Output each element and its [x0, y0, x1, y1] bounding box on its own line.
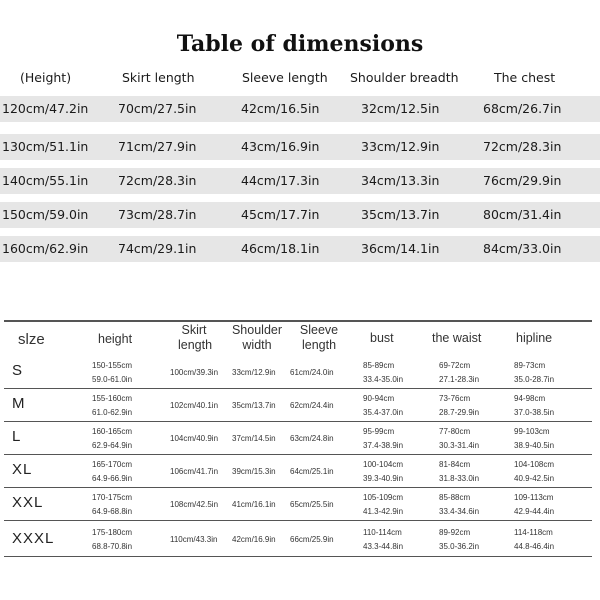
table-row: [4, 488, 592, 521]
waist-cell: 89-92cm 35.0-36.2in: [439, 528, 480, 551]
sleeve-cell: 62cm/24.4in: [290, 401, 334, 410]
bust-cell: 90-94cm 35.4-37.0in: [363, 394, 404, 417]
page-title: Table of dimensions: [176, 31, 424, 57]
skirt-cell: 108cm/42.5in: [170, 500, 219, 509]
height-cell: 165-170cm 64.9-66.9in: [92, 460, 133, 483]
waist-cell: 73-76cm 28.7-29.9in: [439, 394, 480, 417]
cell-sleeve-length: 43cm/16.9in: [241, 139, 320, 154]
size-label: XL: [12, 461, 33, 478]
cell-sleeve-length: 42cm/16.5in: [241, 101, 320, 116]
hip-cell: 114-118cm 44.8-46.4in: [514, 528, 555, 551]
skirt-cell: 110cm/43.3in: [170, 535, 218, 544]
cell-height: 120cm/47.2in: [2, 101, 89, 116]
header-skirt-length: length: [177, 338, 213, 352]
skirt-cell: 102cm/40.1in: [170, 401, 219, 410]
cell-chest: 72cm/28.3in: [483, 139, 562, 154]
height-cell: 160-165cm 62.9-64.9in: [92, 427, 133, 450]
sleeve-cell: 64cm/25.1in: [290, 467, 334, 476]
cell-shoulder-breadth: 36cm/14.1in: [361, 241, 440, 256]
header-sleeve-length: Sleeve length: [242, 70, 328, 85]
header-sleeve: Sleeve: [299, 323, 339, 337]
height-cell: 175-180cm 68.8-70.8in: [92, 528, 133, 551]
shoulder-cell: 42cm/16.9in: [232, 535, 276, 544]
shoulder-cell: 35cm/13.7in: [232, 401, 276, 410]
table-row: [0, 236, 600, 262]
sleeve-cell: 66cm/25.9in: [290, 535, 334, 544]
hip-cell: 109-113cm 42.9-44.4in: [514, 493, 555, 516]
bust-cell: 100-104cm 39.3-40.9in: [363, 460, 404, 483]
cell-skirt-length: 71cm/27.9in: [118, 139, 197, 154]
height-cell: 170-175cm 64.9-68.8in: [92, 493, 133, 516]
hip-cell: 99-103cm 38.9-40.5in: [514, 427, 555, 450]
cell-height: 130cm/51.1in: [2, 139, 89, 154]
cell-shoulder-breadth: 34cm/13.3in: [361, 173, 440, 188]
header-skirt-length: Skirt length: [122, 70, 195, 85]
table-row: [4, 389, 592, 422]
header-shoulder: Shoulder: [231, 323, 283, 337]
waist-cell: 81-84cm 31.8-33.0in: [439, 460, 480, 483]
height-cell: 150-155cm 59.0-61.0in: [92, 361, 133, 384]
bust-cell: 95-99cm 37.4-38.9in: [363, 427, 404, 450]
header-size: slze: [18, 331, 45, 348]
hip-cell: 104-108cm 40.9-42.5in: [514, 460, 555, 483]
table-row: [0, 96, 600, 122]
table-row: [0, 168, 600, 194]
dimensions-table-header: [0, 70, 600, 90]
cell-skirt-length: 70cm/27.5in: [118, 101, 197, 116]
cell-chest: 84cm/33.0in: [483, 241, 562, 256]
table-row: [4, 422, 592, 455]
cell-skirt-length: 73cm/28.7in: [118, 207, 197, 222]
sleeve-cell: 65cm/25.5in: [290, 500, 334, 509]
cell-chest: 68cm/26.7in: [483, 101, 562, 116]
header-skirt: Skirt: [181, 323, 207, 337]
size-label: L: [12, 428, 22, 445]
header-shoulder-width: width: [242, 338, 272, 352]
table-row: [0, 202, 600, 228]
cell-sleeve-length: 46cm/18.1in: [241, 241, 320, 256]
table-row: [4, 455, 592, 488]
height-cell: 155-160cm 61.0-62.9in: [92, 394, 133, 417]
shoulder-cell: 39cm/15.3in: [232, 467, 276, 476]
waist-cell: 77-80cm 30.3-31.4in: [439, 427, 480, 450]
cell-sleeve-length: 45cm/17.7in: [241, 207, 320, 222]
size-table-header: [4, 322, 592, 356]
sleeve-cell: 63cm/24.8in: [290, 434, 334, 443]
bust-cell: 85-89cm 33.4-35.0in: [363, 361, 404, 384]
size-label: XXL: [12, 494, 44, 511]
cell-shoulder-breadth: 32cm/12.5in: [361, 101, 440, 116]
size-label: XXXL: [12, 530, 55, 547]
bust-cell: 110-114cm 43.3-44.8in: [363, 528, 404, 551]
cell-shoulder-breadth: 33cm/12.9in: [361, 139, 440, 154]
header-the-chest: The chest: [494, 70, 556, 85]
header-waist: the waist: [432, 331, 482, 345]
waist-cell: 85-88cm 33.4-34.6in: [439, 493, 480, 516]
size-label: M: [12, 395, 26, 412]
header-bust: bust: [370, 331, 394, 345]
cell-height: 160cm/62.9in: [2, 241, 89, 256]
header-hipline: hipline: [516, 331, 553, 345]
shoulder-cell: 33cm/12.9in: [232, 368, 276, 377]
cell-chest: 80cm/31.4in: [483, 207, 562, 222]
sleeve-cell: 61cm/24.0in: [290, 368, 334, 377]
waist-cell: 69-72cm 27.1-28.3in: [439, 361, 480, 384]
table-row: [0, 134, 600, 160]
cell-height: 140cm/55.1in: [2, 173, 89, 188]
table-row: [4, 356, 592, 389]
cell-skirt-length: 72cm/28.3in: [118, 173, 197, 188]
size-label: S: [12, 362, 24, 379]
cell-chest: 76cm/29.9in: [483, 173, 562, 188]
header-height: (Height): [20, 70, 72, 85]
header-sleeve-length: length: [301, 338, 337, 352]
header-height: height: [98, 332, 133, 346]
shoulder-cell: 37cm/14.5in: [232, 434, 276, 443]
header-shoulder-breadth: Shoulder breadth: [350, 70, 459, 85]
table-row: [4, 521, 592, 557]
cell-sleeve-length: 44cm/17.3in: [241, 173, 320, 188]
hip-cell: 89-73cm 35.0-28.7in: [514, 361, 555, 384]
hip-cell: 94-98cm 37.0-38.5in: [514, 394, 555, 417]
skirt-cell: 106cm/41.7in: [170, 467, 219, 476]
shoulder-cell: 41cm/16.1in: [232, 500, 276, 509]
cell-height: 150cm/59.0in: [2, 207, 89, 222]
cell-shoulder-breadth: 35cm/13.7in: [361, 207, 440, 222]
skirt-cell: 100cm/39.3in: [170, 368, 219, 377]
bust-cell: 105-109cm 41.3-42.9in: [363, 493, 404, 516]
skirt-cell: 104cm/40.9in: [170, 434, 219, 443]
cell-skirt-length: 74cm/29.1in: [118, 241, 197, 256]
